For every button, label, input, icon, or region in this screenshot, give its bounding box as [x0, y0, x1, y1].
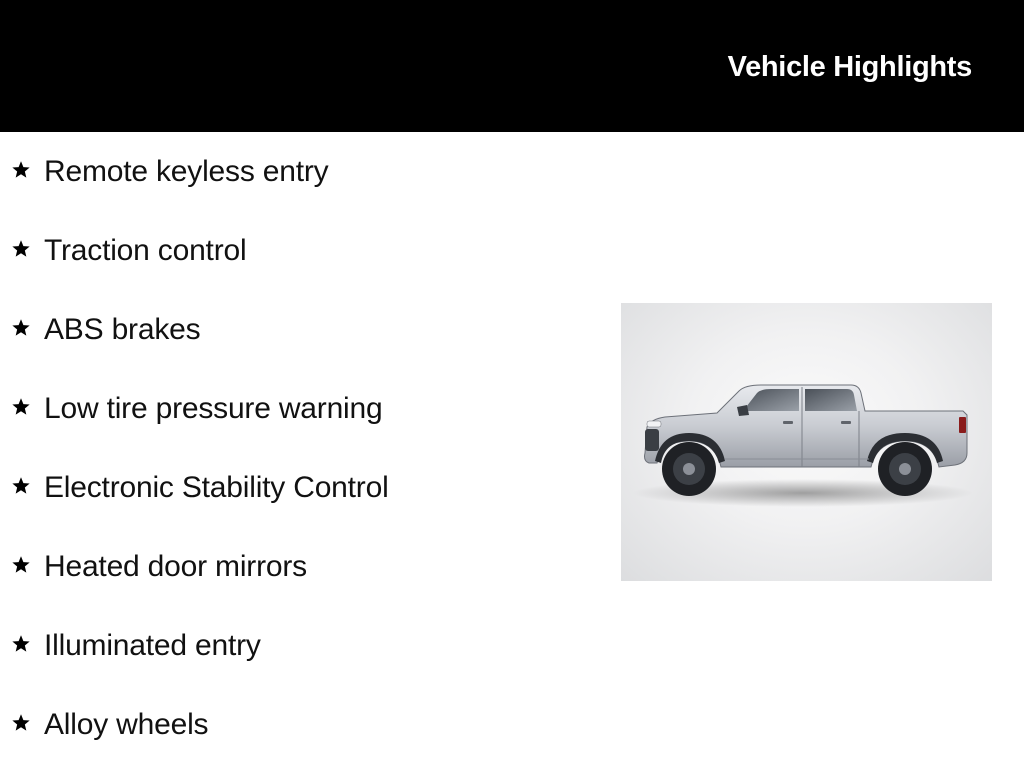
highlights-list [10, 150, 389, 782]
pickup-truck-illustration [621, 303, 992, 581]
list-item [10, 387, 389, 466]
page-title: Vehicle Highlights [727, 51, 972, 83]
vehicle-photo [621, 303, 992, 581]
highlight-label: Heated door mirrors [44, 550, 307, 583]
highlight-label: Low tire pressure warning [44, 392, 383, 425]
rear-wheel [878, 442, 932, 496]
highlight-label: ABS brakes [44, 313, 201, 346]
star-icon [10, 554, 32, 576]
list-item [10, 308, 389, 387]
star-icon [10, 159, 32, 181]
star-icon [10, 475, 32, 497]
list-item [10, 703, 389, 782]
star-icon [10, 396, 32, 418]
list-item [10, 624, 389, 703]
list-item [10, 150, 389, 229]
list-item [10, 466, 389, 545]
front-wheel [662, 442, 716, 496]
highlight-label: Traction control [44, 234, 247, 267]
highlight-label: Remote keyless entry [44, 155, 329, 188]
star-icon [10, 238, 32, 260]
highlight-label: Illuminated entry [44, 629, 261, 662]
list-item [10, 229, 389, 308]
star-icon [10, 633, 32, 655]
list-item [10, 545, 389, 624]
highlight-label: Alloy wheels [44, 708, 209, 741]
star-icon [10, 712, 32, 734]
highlight-label: Electronic Stability Control [44, 471, 389, 504]
header-bar [0, 0, 1024, 132]
star-icon [10, 317, 32, 339]
